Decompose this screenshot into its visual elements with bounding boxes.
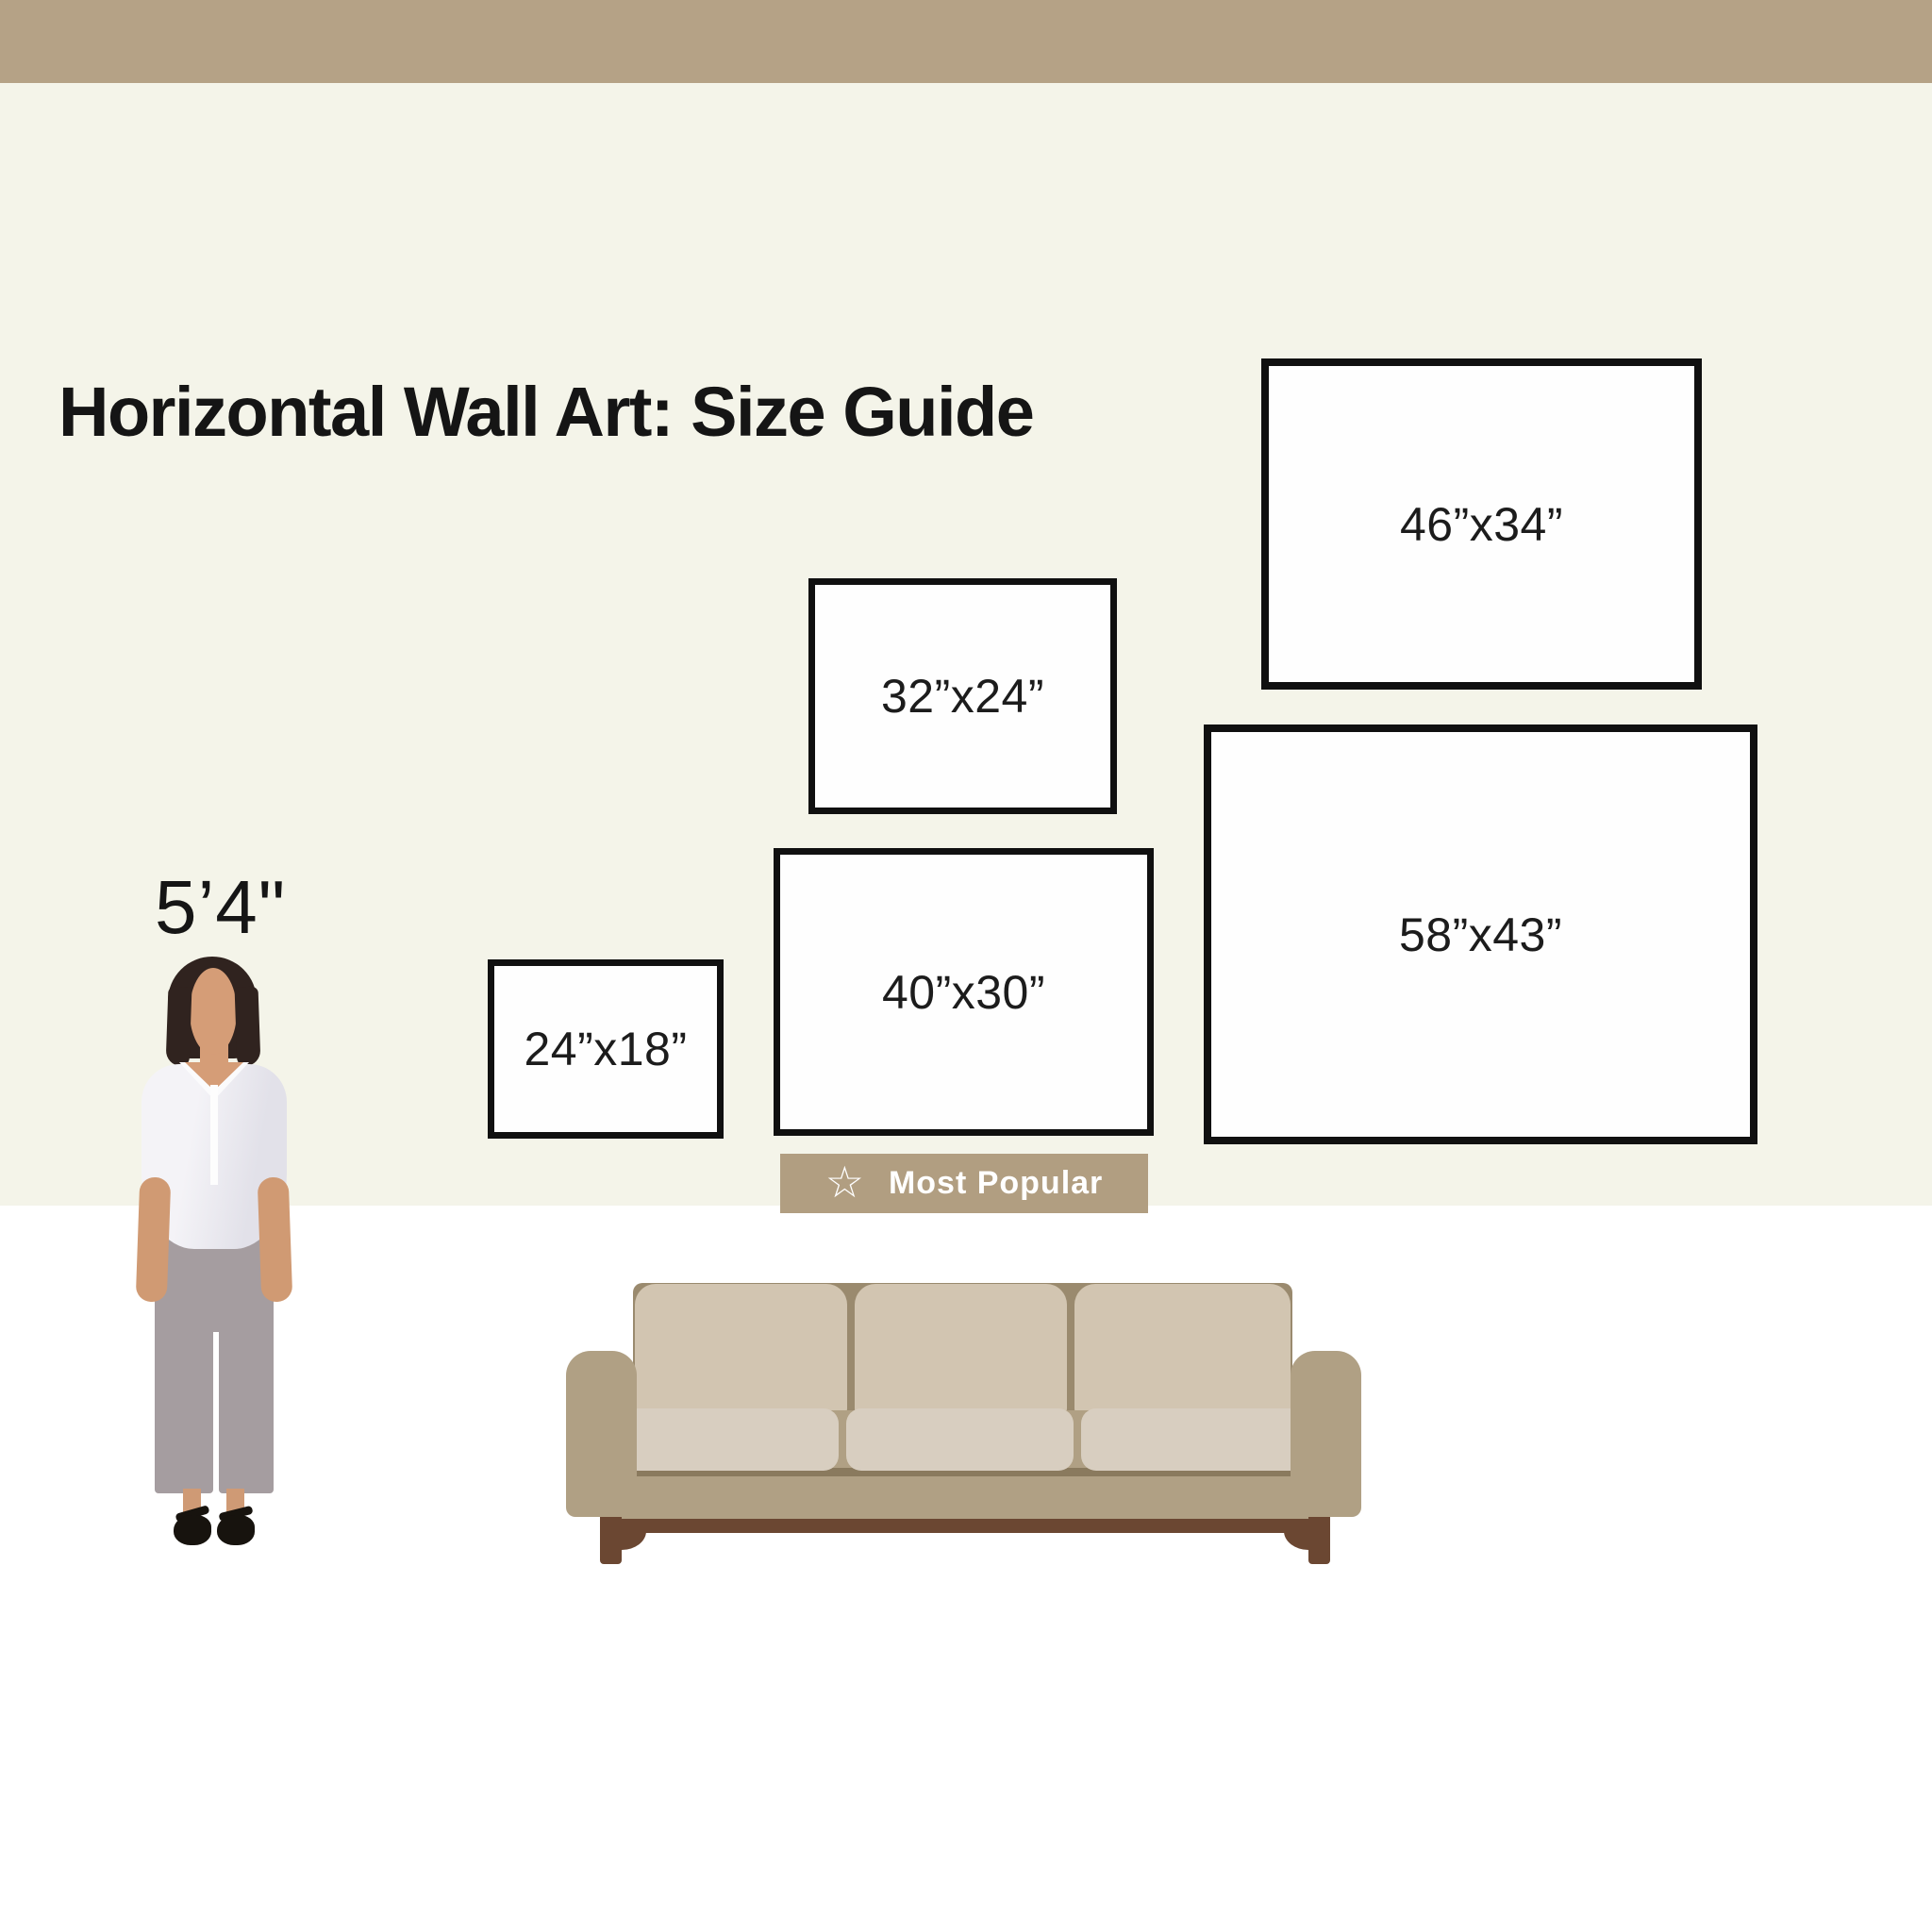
art-frame-58x43 — [1204, 724, 1757, 1144]
page-title: Horizontal Wall Art: Size Guide — [58, 373, 1034, 451]
back-cushion-middle — [855, 1284, 1067, 1416]
size-label-46x34: 46”x34” — [1399, 497, 1564, 551]
wood-leg-right — [1308, 1517, 1330, 1564]
art-frame-40x30 — [774, 848, 1154, 1136]
seat-cushion-middle — [846, 1408, 1074, 1471]
art-frame-24x18 — [488, 959, 724, 1139]
wood-leg-left — [600, 1517, 622, 1564]
face — [190, 968, 237, 1055]
back-cushion-left — [635, 1284, 847, 1416]
back-cushion-right — [1074, 1284, 1291, 1416]
shirt-placket — [210, 1085, 218, 1185]
hair-lock-right — [235, 987, 261, 1067]
art-frame-46x34 — [1261, 358, 1702, 690]
person-height-label: 5’4" — [155, 865, 287, 949]
arm-left — [136, 1176, 172, 1302]
size-label-32x24: 32”x24” — [880, 670, 1045, 723]
most-popular-label: Most Popular — [888, 1165, 1104, 1201]
wood-bracket-left — [622, 1531, 646, 1550]
shoe-left — [174, 1515, 211, 1545]
hair-lock-left — [166, 987, 192, 1067]
wood-rail — [612, 1519, 1318, 1533]
pant-leg-left — [155, 1317, 213, 1493]
star-icon: ☆ — [824, 1156, 864, 1208]
art-frame-32x24 — [808, 578, 1117, 814]
wood-bracket-right — [1284, 1531, 1308, 1550]
size-label-40x30: 40”x30” — [881, 965, 1046, 1019]
seat-cushion-right — [1081, 1408, 1308, 1471]
pant-leg-right — [219, 1317, 274, 1493]
shoe-right — [217, 1515, 255, 1545]
size-label-24x18: 24”x18” — [524, 1023, 688, 1075]
arm-right — [258, 1176, 293, 1302]
seat-cushion-left — [611, 1408, 839, 1471]
most-popular-badge — [780, 1154, 1148, 1213]
armrest-left — [566, 1351, 637, 1517]
floor-strip — [0, 0, 1932, 83]
size-label-58x43: 58”x43” — [1398, 908, 1563, 961]
armrest-right — [1291, 1351, 1361, 1517]
